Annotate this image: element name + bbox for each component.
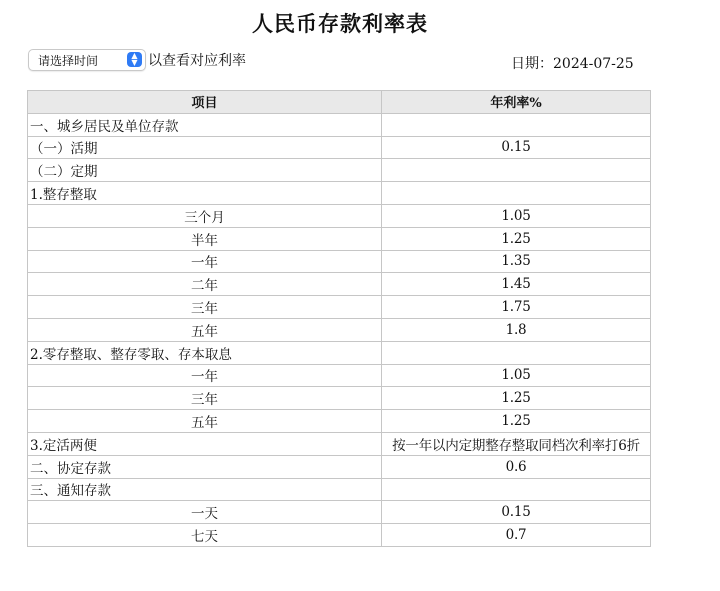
row-rate-cell: 0.6 — [382, 455, 651, 478]
row-rate-cell: 0.7 — [382, 524, 651, 547]
table-header-row — [28, 91, 651, 114]
table-row — [28, 524, 651, 547]
table-row — [28, 432, 651, 455]
row-item-cell: 一年 — [28, 364, 382, 387]
table-row — [28, 364, 651, 387]
table-row — [28, 182, 651, 205]
row-item-cell: 三年 — [28, 296, 382, 319]
row-item-cell: 五年 — [28, 318, 382, 341]
date-value: 2024-07-25 — [553, 56, 634, 72]
row-item-cell: 一年 — [28, 250, 382, 273]
row-item-cell: 七天 — [28, 524, 382, 547]
row-item-cell: 三年 — [28, 387, 382, 410]
table-row — [28, 136, 651, 159]
table-row — [28, 273, 651, 296]
table-row — [28, 501, 651, 524]
time-select[interactable] — [28, 49, 146, 71]
table-row — [28, 387, 651, 410]
table-body — [28, 113, 651, 546]
page-title: 人民币存款利率表 — [252, 11, 428, 36]
row-rate-cell: 1.05 — [382, 204, 651, 227]
row-item-cell: 二年 — [28, 273, 382, 296]
row-item-cell: 2.零存整取、整存零取、存本取息 — [28, 341, 382, 364]
row-item-cell: 一、城乡居民及单位存款 — [28, 113, 382, 136]
table-row — [28, 250, 651, 273]
table-row — [28, 113, 651, 136]
row-rate-cell — [382, 113, 651, 136]
date-display — [511, 53, 634, 73]
row-item-cell: 一天 — [28, 501, 382, 524]
row-rate-cell — [382, 478, 651, 501]
row-item-cell: （一）活期 — [28, 136, 382, 159]
row-rate-cell: 0.15 — [382, 136, 651, 159]
row-rate-cell: 1.25 — [382, 227, 651, 250]
row-rate-cell: 1.8 — [382, 318, 651, 341]
row-rate-cell: 1.25 — [382, 387, 651, 410]
chevron-updown-icon: ▲ ▼ — [127, 52, 142, 67]
table-row — [28, 318, 651, 341]
column-header-rate: 年利率% — [382, 91, 651, 114]
row-rate-cell: 1.35 — [382, 250, 651, 273]
table-row — [28, 204, 651, 227]
table-row — [28, 455, 651, 478]
column-header-item: 项目 — [28, 91, 382, 114]
row-item-cell: 三、通知存款 — [28, 478, 382, 501]
table-row — [28, 159, 651, 182]
row-rate-cell: 1.25 — [382, 410, 651, 433]
row-rate-cell: 0.15 — [382, 501, 651, 524]
table-row — [28, 478, 651, 501]
row-item-cell: 三个月 — [28, 204, 382, 227]
row-item-cell: 半年 — [28, 227, 382, 250]
row-rate-cell: 按一年以内定期整存整取同档次利率打6折 — [382, 432, 651, 455]
row-rate-cell: 1.05 — [382, 364, 651, 387]
row-item-cell: （二）定期 — [28, 159, 382, 182]
row-rate-cell: 1.45 — [382, 273, 651, 296]
row-item-cell: 3.定活两便 — [28, 432, 382, 455]
row-item-cell: 五年 — [28, 410, 382, 433]
date-label: 日期： — [511, 56, 553, 72]
time-select-value: 请选择时间 — [38, 54, 99, 68]
table-row — [28, 296, 651, 319]
table-row — [28, 227, 651, 250]
row-rate-cell — [382, 182, 651, 205]
row-item-cell: 1.整存整取 — [28, 182, 382, 205]
row-rate-cell — [382, 159, 651, 182]
select-hint: 以查看对应利率 — [148, 53, 246, 69]
interest-rate-table — [27, 90, 651, 547]
table-row — [28, 341, 651, 364]
row-rate-cell — [382, 341, 651, 364]
table-row — [28, 410, 651, 433]
row-rate-cell: 1.75 — [382, 296, 651, 319]
row-item-cell: 二、协定存款 — [28, 455, 382, 478]
